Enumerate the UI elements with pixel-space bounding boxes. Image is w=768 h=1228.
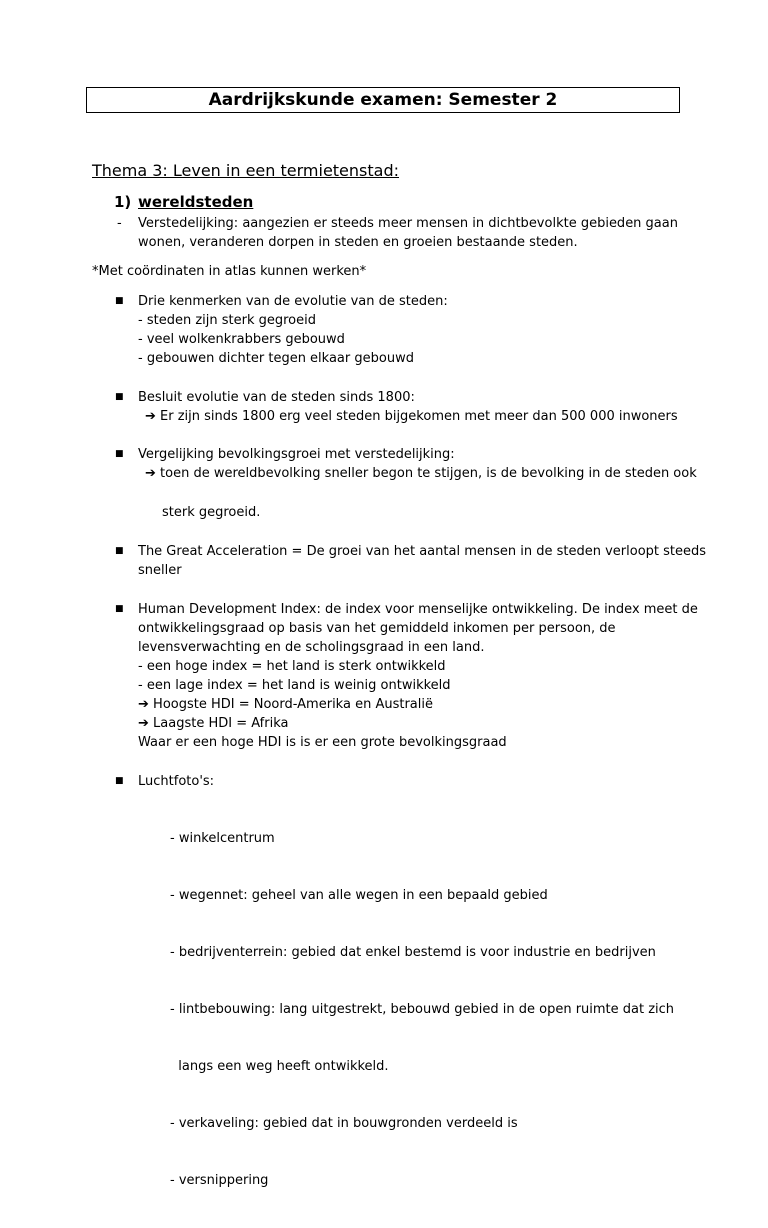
list-item: - wegennet: geheel van alle wegen in een bepaald gebied xyxy=(170,888,548,903)
bullet-3-arrow-line xyxy=(145,464,697,483)
bullet-square-icon: ■ xyxy=(115,296,124,306)
arrow-right-icon: ➔ xyxy=(145,409,156,424)
bullet-line: - gebouwen dichter tegen elkaar gebouwd xyxy=(138,351,414,366)
bullet-arrow-line xyxy=(138,695,698,714)
arrow-right-icon: ➔ xyxy=(138,716,149,731)
arrow-right-icon: ➔ xyxy=(138,697,149,712)
bullet-5-block xyxy=(138,600,698,752)
bullet-line: toen de wereldbevolking sneller begon te stijgen, is de bevolking in de steden ook xyxy=(160,466,697,481)
document-title: Aardrijkskunde examen: Semester 2 xyxy=(86,87,680,113)
bullet-3-continuation: sterk gegroeid. xyxy=(162,505,261,520)
section-number: 1) xyxy=(114,193,132,211)
bullet-4-block xyxy=(138,542,706,580)
list-item: - verkaveling: gebied dat in bouwgronden verdeeld is xyxy=(170,1116,518,1131)
bullet-line: - een lage index = het land is weinig ontwikkeld xyxy=(138,678,451,693)
dash-paragraph xyxy=(138,214,678,252)
paragraph-line: wonen, veranderen dorpen in steden en groeien bestaande steden. xyxy=(138,235,578,250)
list-item: - bedrijventerrein: gebied dat enkel bestemd is voor industrie en bedrijven xyxy=(170,945,656,960)
theme-heading: Thema 3: Leven in een termietenstad: xyxy=(92,161,399,180)
list-item: - versnippering xyxy=(170,1173,269,1188)
dash-marker: - xyxy=(117,216,122,231)
bullet-2-line: Besluit evolutie van de steden sinds 1800: xyxy=(138,390,415,405)
bullet-3-line: Vergelijking bevolkingsgroei met verstedelijking: xyxy=(138,447,455,462)
atlas-note: *Met coördinaten in atlas kunnen werken* xyxy=(92,264,367,279)
bullet-square-icon: ■ xyxy=(115,546,124,556)
list-item: langs een weg heeft ontwikkeld. xyxy=(170,1059,389,1074)
aerial-photo-list xyxy=(170,791,674,1228)
bullet-line: - een hoge index = het land is sterk ontwikkeld xyxy=(138,659,446,674)
bullet-arrow-line xyxy=(138,714,698,733)
bullet-line: Hoogste HDI = Noord-Amerika en Australië xyxy=(153,697,433,712)
bullet-square-icon: ■ xyxy=(115,604,124,614)
bullet-line: Drie kenmerken van de evolutie van de steden: xyxy=(138,294,448,309)
bullet-2-arrow-line xyxy=(145,407,678,426)
bullet-line: - steden zijn sterk gegroeid xyxy=(138,313,316,328)
bullet-line: - veel wolkenkrabbers gebouwd xyxy=(138,332,345,347)
list-item: - lintbebouwing: lang uitgestrekt, bebouwd gebied in de open ruimte dat zich xyxy=(170,1002,675,1017)
bullet-line: The Great Acceleration = De groei van het aantal mensen in de steden verloopt steeds xyxy=(138,544,707,559)
paragraph-line: Verstedelijking: aangezien er steeds meer mensen in dichtbevolkte gebieden gaan xyxy=(138,216,678,231)
list-item: - winkelcentrum xyxy=(170,831,275,846)
bullet-square-icon: ■ xyxy=(115,449,124,459)
bullet-line: sneller xyxy=(138,563,182,578)
bullet-line: Er zijn sinds 1800 erg veel steden bijgekomen met meer dan 500 000 inwoners xyxy=(160,409,678,424)
bullet-line: Laagste HDI = Afrika xyxy=(153,716,289,731)
bullet-square-icon: ■ xyxy=(115,392,124,402)
section-title: wereldsteden xyxy=(138,193,254,211)
bullet-line: Human Development Index: de index voor menselijke ontwikkeling. De index meet de xyxy=(138,602,698,617)
bullet-6-label: Luchtfoto's: xyxy=(138,774,215,789)
bullet-1-block xyxy=(138,292,448,368)
arrow-right-icon: ➔ xyxy=(145,466,156,481)
bullet-line: Waar er een hoge HDI is is er een grote bevolkingsgraad xyxy=(138,735,507,750)
bullet-line: levensverwachting en de scholingsgraad in een land. xyxy=(138,640,485,655)
bullet-square-icon: ■ xyxy=(115,776,124,786)
bullet-line: ontwikkelingsgraad op basis van het gemiddeld inkomen per persoon, de xyxy=(138,621,616,636)
